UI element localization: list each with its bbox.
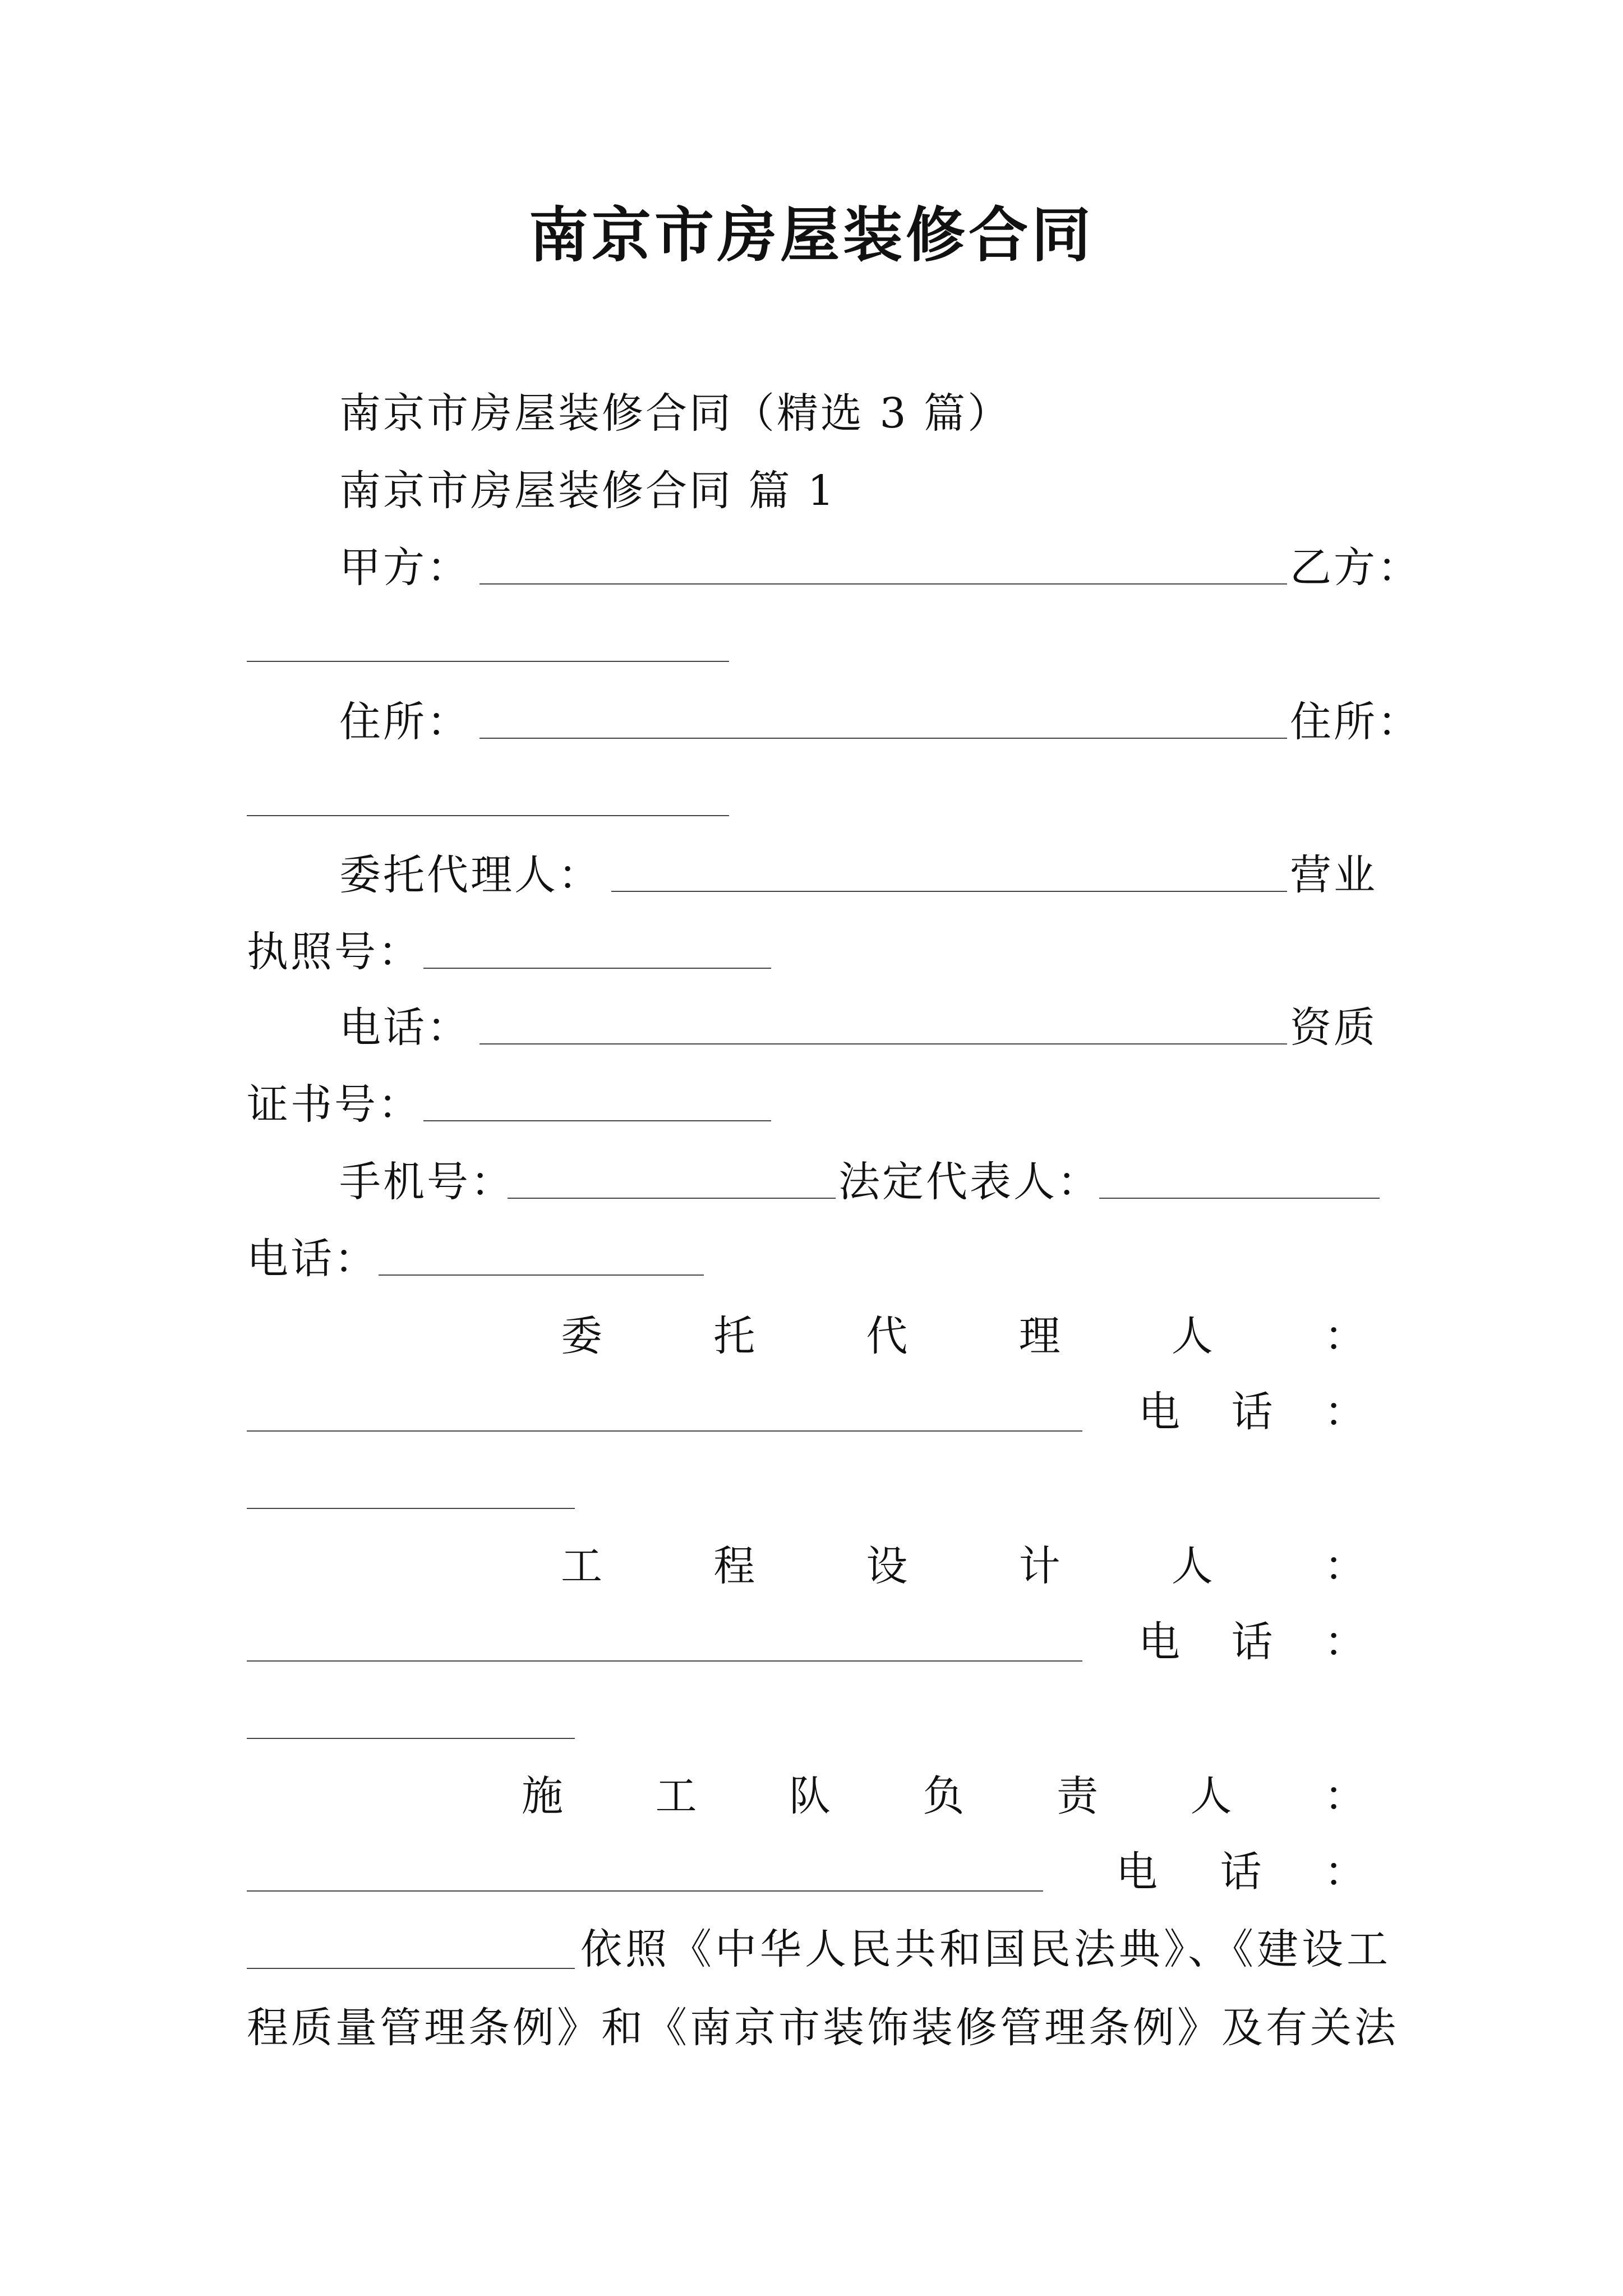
party-a-blank[interactable] [479, 583, 1287, 585]
engineer-char: 设 [866, 1542, 908, 1590]
engineer-label [561, 1542, 1366, 1590]
phone-char: 电 [1138, 1618, 1180, 1666]
foreman-blank[interactable] [247, 1890, 1043, 1892]
engineer-phone-label [1138, 1618, 1366, 1666]
phone-char: 话 [1231, 1618, 1273, 1666]
phone-a-label: 电话： [339, 1004, 471, 1052]
qualification-label-part1: 资质 [1290, 1004, 1377, 1052]
foreman-char: 人 [1190, 1772, 1232, 1820]
engineer-char: 人 [1171, 1542, 1213, 1590]
party-b-label: 乙方： [1290, 544, 1421, 592]
agent-b-char: 托 [713, 1312, 755, 1360]
phone-char: ： [1324, 1618, 1366, 1666]
engineer-char: 程 [713, 1542, 755, 1590]
agent-b-phone-blank[interactable] [247, 1508, 575, 1509]
agent-b-char: 人 [1171, 1312, 1213, 1360]
agent-b-label [561, 1312, 1366, 1360]
agent-b-char: 理 [1018, 1312, 1061, 1360]
phone-char: 电 [1138, 1388, 1180, 1436]
foreman-char: 队 [789, 1772, 831, 1820]
document-title: 南京市房屋装修合同 [529, 200, 1094, 270]
address-b-label: 住所： [1290, 698, 1421, 746]
phone-char: 电 [1116, 1848, 1158, 1896]
mobile-blank[interactable] [508, 1198, 836, 1199]
subtitle: 南京市房屋装修合同（精选 3 篇） [339, 389, 1012, 438]
address-b-blank[interactable] [247, 815, 729, 816]
party-b-blank[interactable] [247, 661, 729, 662]
body-line-1: 依照《中华人民共和国民法典》、《建设工 [580, 1925, 1391, 1973]
mobile-label: 手机号： [339, 1158, 514, 1206]
legal-rep-label: 法定代表人： [838, 1158, 1101, 1206]
license-blank[interactable] [423, 968, 771, 969]
foreman-char: 工 [655, 1772, 697, 1820]
address-a-label: 住所： [339, 698, 471, 746]
engineer-phone-blank[interactable] [247, 1738, 575, 1739]
foreman-phone-label [1116, 1848, 1366, 1896]
phone-b-blank[interactable] [379, 1274, 704, 1276]
foreman-label [522, 1772, 1366, 1820]
phone-char: 话 [1220, 1848, 1262, 1896]
party-a-label: 甲方： [339, 544, 471, 592]
legal-rep-blank[interactable] [1099, 1198, 1380, 1199]
agent-a-label: 委托代理人： [339, 851, 602, 899]
foreman-char: 责 [1057, 1772, 1098, 1820]
address-a-blank[interactable] [479, 738, 1287, 739]
engineer-blank[interactable] [247, 1660, 1082, 1662]
agent-b-phone-label [1138, 1388, 1366, 1436]
body-line-2: 程质量管理条例》和《南京市装饰装修管理条例》及有关法 [247, 2004, 1399, 2052]
engineer-char: 工 [561, 1542, 602, 1590]
phone-char: 话 [1231, 1388, 1273, 1436]
license-label-part1: 营业 [1290, 851, 1377, 899]
foreman-char: 施 [522, 1772, 563, 1820]
agent-b-char: 委 [561, 1312, 602, 1360]
agent-b-char: ： [1324, 1312, 1366, 1360]
foreman-char: 负 [923, 1772, 965, 1820]
agent-b-blank[interactable] [247, 1430, 1082, 1432]
foreman-phone-blank[interactable] [247, 1968, 575, 1969]
phone-a-blank[interactable] [479, 1043, 1287, 1045]
section-heading: 南京市房屋装修合同 篇 1 [339, 467, 837, 515]
qualification-blank[interactable] [423, 1120, 771, 1121]
engineer-char: 计 [1018, 1542, 1061, 1590]
foreman-char: ： [1324, 1772, 1366, 1820]
phone-char: ： [1324, 1388, 1366, 1436]
phone-b-label: 电话： [247, 1235, 378, 1283]
qualification-label-part2: 证书号： [247, 1080, 422, 1129]
agent-a-blank[interactable] [611, 891, 1287, 892]
license-label-part2: 执照号： [247, 928, 422, 976]
agent-b-char: 代 [866, 1312, 908, 1360]
phone-char: ： [1324, 1848, 1366, 1896]
engineer-char: ： [1324, 1542, 1366, 1590]
